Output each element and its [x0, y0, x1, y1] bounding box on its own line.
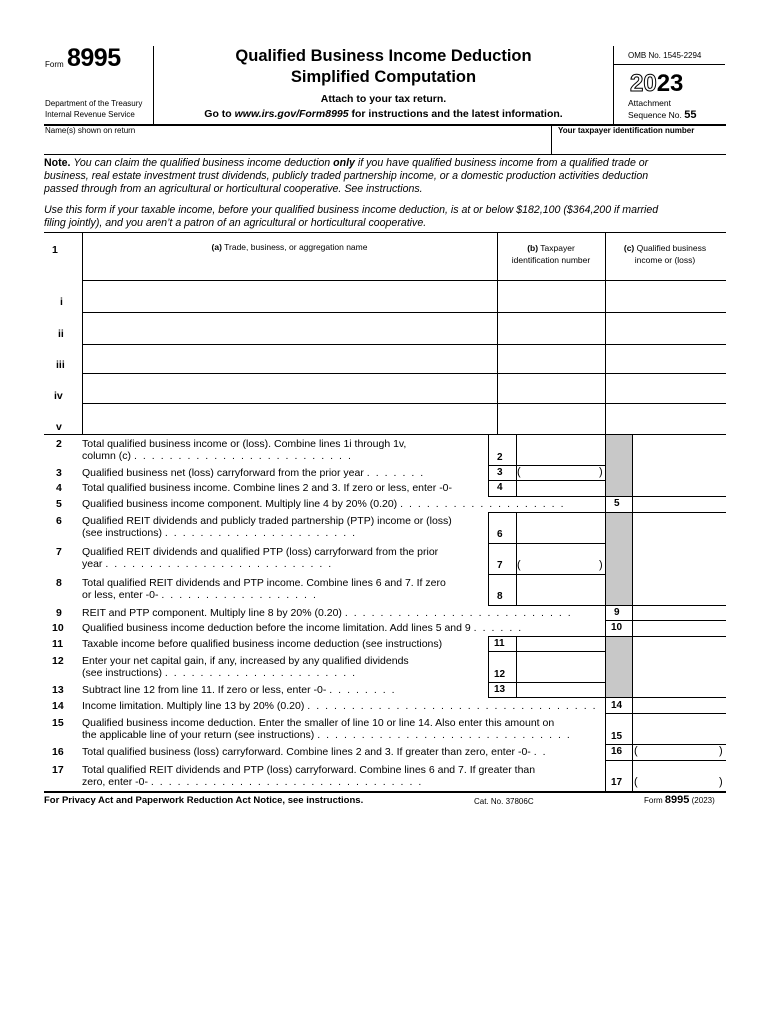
line-10-text: Qualified business income deduction before the income limitation. Add lines 5 and 9 ......: [82, 622, 528, 634]
row-v-tin-field[interactable]: [498, 404, 604, 433]
column-c-header: (c) Qualified business income or (loss): [623, 243, 707, 265]
line-2-text: Total qualified business income or (loss). Combine lines 1i through 1v, column (c) .........................: [82, 438, 407, 462]
line-3-amount[interactable]: [522, 466, 598, 479]
eligibility-paragraph: Use this form if your taxable income, before your qualified business income deduction, is at or below $182,100 ($364,200 if married filing jointly), and you aren’t a patron of an agricultural or horticultural cooperative.: [44, 204, 659, 229]
line-9-amount[interactable]: [633, 606, 725, 619]
form-subtitle: Simplified Computation: [290, 68, 477, 86]
row-label-iv: iv: [54, 390, 63, 402]
line-14-amount[interactable]: [633, 698, 725, 712]
department-line: Department of the Treasury: [45, 99, 143, 108]
goto-instruction: [155, 108, 612, 120]
tax-year-bold: 23: [656, 70, 684, 97]
line-7-open-paren: (: [517, 559, 521, 571]
attach-instruction: Attach to your tax return.: [320, 93, 447, 105]
row-iv-name-field[interactable]: [83, 374, 496, 402]
line-8-text: Total qualified REIT dividends and PTP income. Combine lines 6 and 7. If zero or less, enter -0- ..................: [82, 577, 446, 601]
line-2-box: 2: [497, 452, 503, 463]
line-12-number: 12: [52, 655, 64, 667]
line-13-amount[interactable]: [517, 683, 605, 696]
line-8-box: 8: [497, 591, 503, 602]
note-paragraph: Note. You can claim the qualified business income deduction only if you have qualified business income from a qualified trade or business, real estate investment trust dividends, publicly traded partnership income, or a domestic production activities deduction passed through from an agricultural or horticultural cooperative. See instructions.: [44, 157, 649, 195]
line-11-text: Taxable income before qualified business income deduction (see instructions): [82, 638, 443, 650]
line-8-amount[interactable]: [517, 575, 605, 604]
line-4-amount[interactable]: [517, 481, 605, 495]
line-6-box: 6: [497, 529, 503, 540]
names-label: Name(s) shown on return: [45, 126, 136, 135]
row-v-name-field[interactable]: [83, 404, 496, 433]
line-13-number: 13: [52, 684, 64, 696]
line-17-text: Total qualified REIT dividends and PTP (loss) carryforward. Combine lines 6 and 7. If greater than zero, enter -0- ...............................: [82, 764, 536, 788]
line-17-amount[interactable]: [640, 761, 718, 790]
line-16-close-paren: ): [719, 745, 723, 757]
line-9-number: 9: [56, 607, 62, 619]
line-11-amount[interactable]: [517, 637, 605, 650]
line-6-amount[interactable]: [517, 513, 605, 542]
line-7-close-paren: ): [599, 559, 603, 571]
row-iii-income-field[interactable]: [606, 345, 725, 372]
line-16-text: Total qualified business (loss) carryforward. Combine lines 2 and 3. If greater than zero, enter -0- ..: [82, 746, 552, 758]
row-iv-tin-field[interactable]: [498, 374, 604, 402]
sequence-number: 55: [684, 109, 697, 121]
catalog-number: Cat. No. 37806C: [474, 797, 534, 806]
line-1-number: 1: [52, 244, 58, 256]
line-11-box: 11: [494, 638, 505, 649]
row-i-name-field[interactable]: [83, 281, 496, 311]
row-iii-name-field[interactable]: [83, 345, 496, 372]
shaded-area-mid: [606, 512, 632, 605]
shaded-area-low: [606, 636, 632, 697]
irs-line: Internal Revenue Service: [45, 110, 135, 119]
row-ii-name-field[interactable]: [83, 313, 496, 343]
row-label-ii: ii: [58, 328, 64, 340]
line-8-number: 8: [56, 577, 62, 589]
omb-number: OMB No. 1545-2294: [628, 51, 702, 60]
line-12-amount[interactable]: [517, 652, 605, 681]
goto-pre: Go to: [204, 108, 235, 120]
line-5-amount[interactable]: [633, 497, 725, 511]
line-16-number: 16: [52, 746, 64, 758]
column-a-header: (a) Trade, business, or aggregation name: [211, 242, 368, 252]
line-6-text: Qualified REIT dividends and publicly traded partnership (PTP) income or (loss) (see instructions) ......................: [82, 515, 452, 539]
line-16-box: 16: [611, 746, 623, 757]
line-6-number: 6: [56, 515, 62, 527]
line-2-number: 2: [56, 438, 62, 450]
line-14-text: Income limitation. Multiply line 13 by 20% (0.20) .................................: [82, 700, 602, 712]
attachment-label: Attachment: [628, 98, 671, 108]
tin-label: Your taxpayer identification number: [558, 126, 695, 135]
shaded-area-top: [606, 435, 632, 496]
line-3-close-paren: ): [599, 466, 603, 478]
goto-post: for instructions and the latest information.: [348, 108, 563, 120]
line-12-text: Enter your net capital gain, if any, increased by any qualified dividends (see instructions) ......................: [82, 655, 409, 679]
footer-form-year: (2023): [691, 796, 715, 805]
line-10-amount[interactable]: [633, 621, 725, 635]
line-7-number: 7: [56, 546, 62, 558]
tin-field[interactable]: [552, 136, 726, 154]
line-2-amount[interactable]: [517, 435, 605, 465]
line-3-number: 3: [56, 467, 62, 479]
line-4-number: 4: [56, 482, 62, 494]
line-17-box: 17: [611, 777, 623, 788]
form-number: 8995: [67, 44, 121, 72]
footer-form-id: Form 8995 (2023): [644, 794, 715, 806]
form-label: Form: [45, 60, 64, 69]
line-17-open-paren: (: [634, 776, 638, 788]
line-4-text: Total qualified business income. Combine lines 2 and 3. If zero or less, enter -0-: [82, 482, 453, 494]
names-field[interactable]: [44, 136, 550, 154]
line-13-box: 13: [494, 684, 506, 695]
row-label-i: i: [60, 296, 63, 308]
line-15-amount[interactable]: [633, 714, 725, 743]
row-iii-tin-field[interactable]: [498, 345, 604, 372]
line-17-close-paren: ): [719, 776, 723, 788]
line-15-box: 15: [611, 731, 623, 742]
line-11-number: 11: [52, 638, 64, 650]
line-10-number: 10: [52, 622, 64, 634]
line-12-box: 12: [494, 669, 506, 680]
row-i-income-field[interactable]: [606, 281, 725, 311]
row-ii-income-field[interactable]: [606, 313, 725, 343]
column-b-header: (b) Taxpayer identification number: [511, 243, 591, 265]
line-16-open-paren: (: [634, 745, 638, 757]
privacy-notice: For Privacy Act and Paperwork Reduction Act Notice, see instructions.: [44, 795, 364, 806]
line-9-box: 9: [614, 607, 620, 618]
line-3-text: Qualified business net (loss) carryforward from the prior year .......: [82, 467, 430, 479]
line-5-number: 5: [56, 498, 62, 510]
line-5-box: 5: [614, 498, 620, 509]
line-7-text: Qualified REIT dividends and qualified PTP (loss) carryforward from the prior year ..........................: [82, 546, 439, 570]
line-14-box: 14: [611, 700, 623, 711]
row-ii-tin-field[interactable]: [498, 313, 604, 343]
irs-url-link[interactable]: www.irs.gov/Form8995: [234, 108, 349, 120]
line-13-text: Subtract line 12 from line 11. If zero or less, enter -0- ........: [82, 684, 401, 696]
line-4-box: 4: [497, 482, 503, 493]
row-label-iii: iii: [56, 359, 65, 371]
row-iv-income-field[interactable]: [606, 374, 725, 402]
line-3-open-paren: (: [517, 466, 521, 478]
form-title: Qualified Business Income Deduction: [235, 47, 532, 65]
line-7-amount[interactable]: [522, 544, 598, 573]
footer-form-number: 8995: [664, 794, 690, 806]
line-16-amount[interactable]: [640, 745, 718, 759]
line-14-number: 14: [52, 700, 64, 712]
line-5-text: Qualified business income component. Multiply line 4 by 20% (0.20) ...................: [82, 498, 570, 510]
tax-year: [630, 70, 683, 98]
row-v-income-field[interactable]: [606, 404, 725, 433]
row-i-tin-field[interactable]: [498, 281, 604, 311]
row-label-v: v: [56, 421, 62, 433]
line-9-text: REIT and PTP component. Multiply line 8 by 20% (0.20) ..........................: [82, 607, 577, 619]
tax-year-outline: 20: [630, 70, 657, 97]
line-7-box: 7: [497, 560, 503, 571]
line-10-box: 10: [611, 622, 623, 633]
line-15-number: 15: [52, 717, 64, 729]
line-15-text: Qualified business income deduction. Enter the smaller of line 10 or line 14. Also enter this amount on the applicable line of your return (see instructions) .............................: [82, 717, 576, 741]
line-17-number: 17: [52, 764, 64, 776]
sequence-label: Sequence No. 55: [628, 109, 697, 121]
line-3-box: 3: [497, 467, 503, 478]
